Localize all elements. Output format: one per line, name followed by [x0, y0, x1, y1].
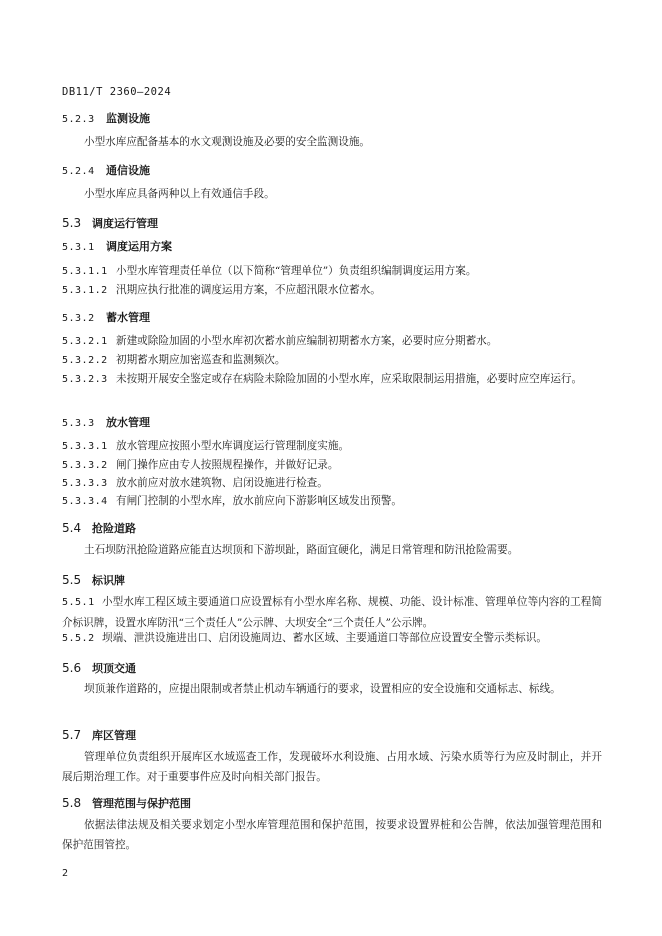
section-number: 5.3.2 [62, 313, 95, 324]
paragraph-5-2-4: 小型水库应具备两种以上有效通信手段。 [84, 188, 275, 200]
clause-number: 5.3.1.2 [62, 285, 108, 296]
list-item [62, 369, 602, 390]
list-item [62, 491, 602, 512]
clause-number: 5.3.3.2 [62, 460, 108, 471]
section-heading-5-3-3 [62, 414, 602, 430]
clause-text: 初期蓄水期应加密巡查和监测频次。 [116, 354, 286, 366]
clause-text: 小型水库管理责任单位（以下简称“管理单位”）负责组织编制调度运用方案。 [116, 265, 477, 277]
clause-number: 5.3.2.1 [62, 336, 108, 347]
list-item [62, 261, 602, 282]
paragraph-5-2-3: 小型水库应配备基本的水文观测设施及必要的安全监测设施。 [84, 136, 371, 148]
paragraph-5-7: 管理单位负责组织开展库区水域巡查工作，发现破坏水利设施、占用水域、污染水质等行为应及时制止，并开展后期治理工作。对于重要事件应及时向相关部门报告。 [62, 751, 602, 783]
clause-text: 未按期开展安全鉴定或存在病险未除险加固的小型水库，应采取限制运用措施，必要时应空库运行。 [116, 373, 583, 385]
section-heading-5-6 [62, 657, 602, 676]
section-number: 5.3.3 [62, 418, 95, 429]
clause-text: 有闸门控制的小型水库，放水前应向下游影响区域发出预警。 [116, 495, 403, 507]
paragraph-5-4: 土石坝防汛抢险道路应能直达坝顶和下游坝趾，路面宜硬化，满足日常管理和防汛抢险需要。 [84, 544, 519, 556]
list-item [62, 436, 602, 457]
clause-text: 闸门操作应由专人按照规程操作，并做好记录。 [116, 459, 339, 471]
section-number: 5.5 [62, 573, 82, 587]
clause-number: 5.3.3.1 [62, 441, 108, 452]
clause-number: 5.5.2 [62, 633, 95, 644]
section-number: 5.3.1 [62, 242, 95, 253]
list-item [62, 592, 602, 633]
clause-text: 汛期应执行批准的调度运用方案，不应超汛限水位蓄水。 [116, 284, 381, 296]
section-title: 监测设施 [106, 112, 150, 125]
clause-text: 放水管理应按照小型水库调度运行管理制度实施。 [116, 440, 350, 452]
section-title: 库区管理 [92, 729, 136, 742]
section-title: 标识牌 [92, 574, 125, 587]
list-item [62, 628, 602, 649]
section-title: 放水管理 [106, 416, 150, 429]
section-heading-5-3-2 [62, 309, 602, 325]
section-number: 5.6 [62, 661, 82, 675]
clause-text: 新建或除险加固的小型水库初次蓄水前应编制初期蓄水方案，必要时应分期蓄水。 [116, 335, 498, 347]
section-number: 5.8 [62, 796, 82, 810]
clause-number: 5.3.3.3 [62, 478, 108, 489]
section-heading-5-4 [62, 517, 602, 536]
section-heading-5-7 [62, 724, 602, 743]
section-heading-5-2-3 [62, 110, 602, 126]
clause-text: 小型水库工程区域主要通道口应设置标有小型水库名称、规模、功能、设计标准、管理单位等内容的工程简介标识牌，设置水库防汛“三个责任人”公示牌、大坝安全“三个责任人”公示牌。 [62, 596, 602, 629]
list-item [62, 331, 602, 352]
clause-number: 5.5.1 [62, 597, 95, 608]
clause-text: 坝端、泄洪设施进出口、启闭设施周边、蓄水区域、主要通道口等部位应设置安全警示类标识。 [102, 632, 547, 644]
section-title: 调度运行管理 [92, 217, 158, 230]
section-heading-5-5 [62, 569, 602, 588]
paragraph-5-6: 坝顶兼作道路的，应提出限制或者禁止机动车辆通行的要求，设置相应的安全设施和交通标志、标线。 [84, 683, 561, 695]
section-title: 蓄水管理 [106, 311, 150, 324]
section-number: 5.7 [62, 728, 82, 742]
document-code-header: DB11/T 2360—2024 [62, 86, 172, 98]
section-heading-5-8 [62, 792, 602, 811]
section-title: 调度运用方案 [106, 240, 172, 253]
section-title: 通信设施 [106, 164, 150, 177]
list-item [62, 350, 602, 371]
section-number: 5.3 [62, 216, 82, 230]
paragraph-5-8: 依据法律法规及相关要求划定小型水库管理范围和保护范围，按要求设置界桩和公告牌，依法加强管理范围和保护范围管控。 [62, 819, 602, 851]
section-title: 抢险道路 [92, 522, 136, 535]
page-number: 2 [62, 868, 69, 879]
section-number: 5.2.4 [62, 166, 95, 177]
section-heading-5-3 [62, 212, 602, 231]
clause-number: 5.3.2.3 [62, 374, 108, 385]
list-item [62, 280, 602, 301]
section-title: 坝顶交通 [92, 662, 136, 675]
section-number: 5.2.3 [62, 114, 95, 125]
section-number: 5.4 [62, 521, 82, 535]
clause-number: 5.3.2.2 [62, 355, 108, 366]
clause-number: 5.3.3.4 [62, 496, 108, 507]
clause-number: 5.3.1.1 [62, 266, 108, 277]
section-title: 管理范围与保护范围 [92, 797, 191, 810]
section-heading-5-2-4 [62, 162, 602, 178]
clause-text: 放水前应对放水建筑物、启闭设施进行检查。 [116, 477, 328, 489]
section-heading-5-3-1 [62, 238, 602, 254]
